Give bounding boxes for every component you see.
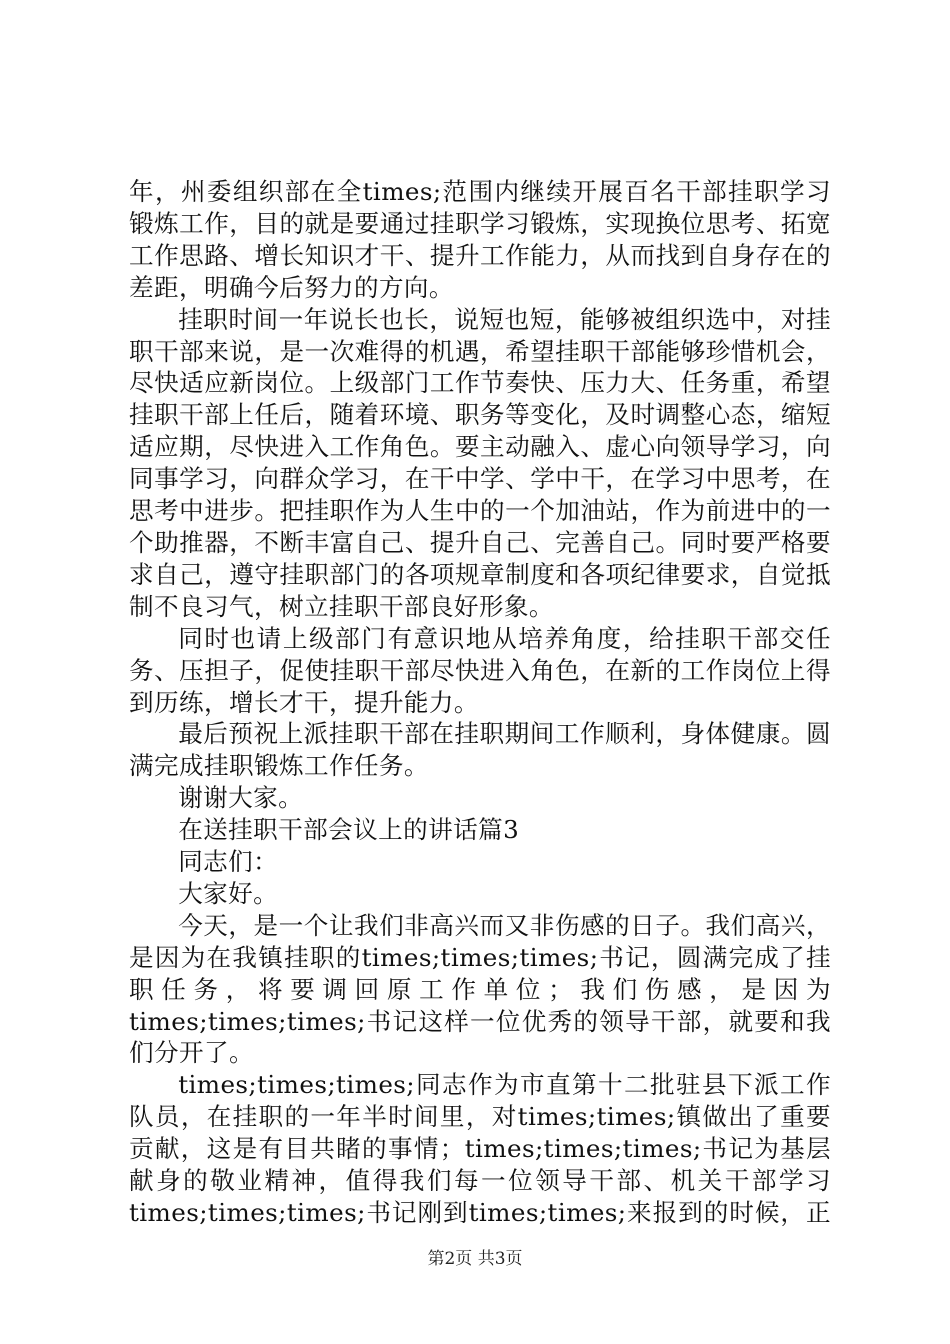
salutation-comrades: 同志们： [178,847,279,877]
page-footer [0,1244,950,1269]
paragraph-thanks: 谢谢大家。 [178,783,304,813]
paragraph-intro-continuation: 年，州委组织部在全times;范围内继续开展百名干部挂职学习锻炼工作，目的就是要通过挂职学习锻炼，实现换位思考、拓宽工作思路、增长知识才干、提升工作能力，从而找到自身存在的差距，明确今后努力的方向。 [129,177,831,302]
paragraph-contribution: times;times;times;同志作为市直第十二批驻县下派工作队员，在挂职的一年半时间里，对times;times;镇做出了重要贡献，这是有目共睹的事情；times;times;times;书记为基层献身的敬业精神，值得我们每一位领导干部、机关干部学习times;times;times;书记刚到times;times;来报到的时候，正 [129,1070,831,1227]
paragraph-best-wishes: 最后预祝上派挂职干部在挂职期间工作顺利，身体健康。圆满完成挂职锻炼工作任务。 [129,719,831,781]
page-number-label: 第2页 共3页 [427,1249,523,1269]
paragraph-opportunity: 挂职时间一年说长也长，说短也短，能够被组织选中，对挂职干部来说，是一次难得的机遇，希望挂职干部能够珍惜机会，尽快适应新岗位。上级部门工作节奏快、压力大、任务重，希望挂职干部上任后，随着环境、职务等变化，及时调整心态，缩短适应期，尽快进入工作角色。要主动融入、虚心向领导学习，向同事学习，向群众学习，在干中学、学中干，在学习中思考，在思考中进步。把挂职作为人生中的一个加油站，作为前进中的一个助推器，不断丰富自己、提升自己、完善自己。同时要严格要求自己，遵守挂职部门的各项规章制度和各项纪律要求，自觉抵制不良习气，树立挂职干部良好形象。 [129,304,831,621]
paragraph-request-to-departments: 同时也请上级部门有意识地从培养角度，给挂职干部交任务、压担子，促使挂职干部尽快进入角色，在新的工作岗位上得到历练，增长才干，提升能力。 [129,623,831,717]
greeting: 大家好。 [178,878,279,908]
section-heading: 在送挂职干部会议上的讲话篇3 [178,815,520,845]
paragraph-today: 今天，是一个让我们非高兴而又非伤感的日子。我们高兴，是因为在我镇挂职的times;times;times;书记，圆满完成了挂职任务，将要调回原工作单位；我们伤感，是因为times;times;times;书记这样一位优秀的领导干部，就要和我们分开了。 [129,910,831,1068]
document-body [129,176,831,1229]
